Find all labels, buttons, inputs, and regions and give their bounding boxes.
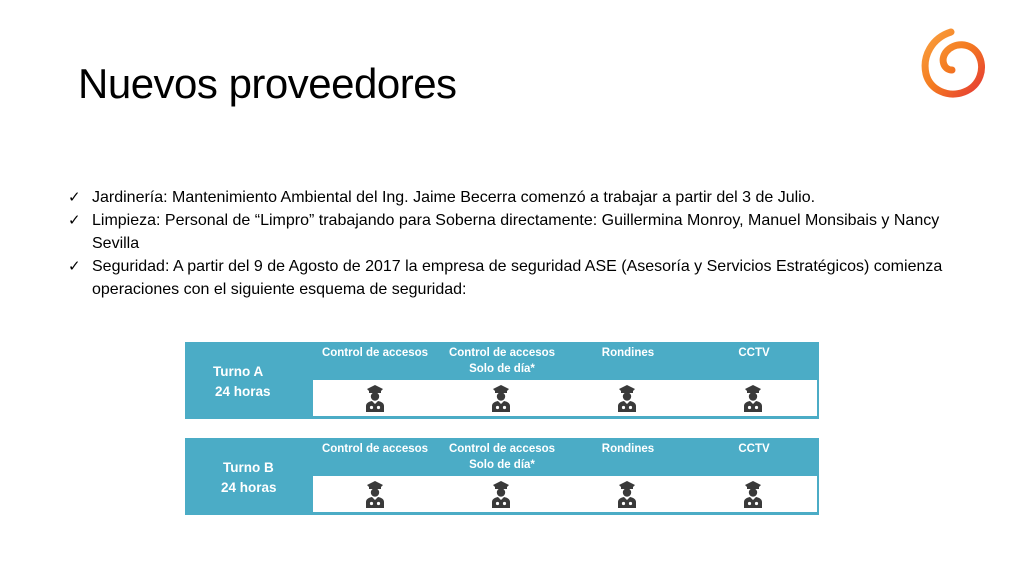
guard-icon-row [313, 476, 817, 512]
schedule-table-turno-b [185, 438, 819, 515]
list-item [68, 186, 988, 209]
security-guard-icon [489, 479, 513, 509]
column-header: CCTV [738, 443, 770, 455]
swirl-logo-icon [918, 28, 988, 100]
check-icon: ✓ [68, 188, 81, 206]
bullet-text: Seguridad: A partir del 9 de Agosto de 2017 la empresa de seguridad ASE (Asesoría y Servicios Estratégicos) comienza operaciones con el siguiente esquema de seguridad: [92, 258, 943, 298]
security-guard-icon [741, 383, 765, 413]
security-guard-icon [615, 479, 639, 509]
security-guard-icon [363, 383, 387, 413]
security-guard-icon [363, 479, 387, 509]
column-header: Control de accesos Solo de día* [448, 347, 556, 375]
check-icon: ✓ [68, 211, 81, 229]
column-header: Control de accesos Solo de día* [448, 443, 556, 471]
check-icon: ✓ [68, 257, 81, 275]
turno-label: Turno B 24 horas [221, 460, 277, 495]
list-item [68, 209, 988, 255]
list-item [68, 255, 988, 301]
security-guard-icon [741, 479, 765, 509]
guard-icon-row [313, 380, 817, 416]
column-header: Control de accesos [321, 443, 429, 455]
slide-title: Nuevos proveedores [78, 60, 457, 107]
schedule-table-turno-a [185, 342, 819, 419]
security-guard-icon [489, 383, 513, 413]
turno-label: Turno A 24 horas [213, 364, 271, 399]
bullet-text: Limpieza: Personal de “Limpro” trabajando para Soberna directamente: Guillermina Monroy, Manuel Monsibais y Nancy Sevilla [92, 212, 940, 252]
column-header: Control de accesos [321, 347, 429, 359]
column-header: Rondines [601, 443, 655, 455]
column-header: Rondines [601, 347, 655, 359]
column-header: CCTV [738, 347, 770, 359]
bullet-text: Jardinería: Mantenimiento Ambiental del Ing. Jaime Becerra comenzó a trabajar a partir del 3 de Julio. [92, 189, 816, 206]
security-guard-icon [615, 383, 639, 413]
bullet-list [68, 186, 988, 301]
